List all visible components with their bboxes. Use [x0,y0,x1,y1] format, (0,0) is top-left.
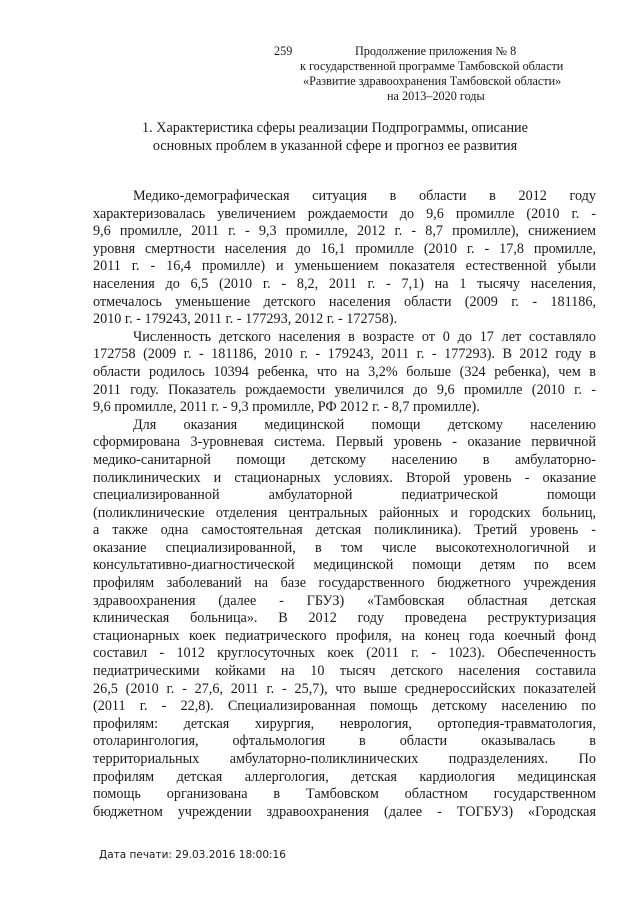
paragraph-line: стационарных коек педиатрического профиля, на конец года коечный фонд [93,627,596,644]
paragraph-line: отмечалось уменьшение детского населения области (2009 г. - 181186, [93,293,596,310]
section-title-line: 1. Характеристика сферы реализации Подпрограммы, описание [142,120,528,136]
body-paragraph [93,188,596,329]
paragraph-line: здравоохранения (далее - ГБУЗ) «Тамбовская областная детская [93,592,596,609]
paragraph-line: клиническая больница». В 2012 году проведена реструктуризация [93,610,596,627]
paragraph-line: а также одна самостоятельная детская поликлиника). Третий уровень - [93,522,596,539]
paragraph-line: Численность детского населения в возрасте от 0 до 17 лет составляло [133,328,596,345]
paragraph-line: сформирована 3-уровневая система. Первый уровень - оказание первичной [93,434,596,451]
header-line-program-name: «Развитие здравоохранения Тамбовской области» [303,74,562,88]
paragraph-line: профилям детская аллергология, детская кардиология медицинская [93,768,596,785]
paragraph-line: 9,6 промилле, 2011 г. - 9,3 промилле, РФ 2012 г. - 8,7 промилле). [93,399,480,416]
paragraph-line: Для оказания медицинской помощи детскому населению [133,416,596,433]
paragraph-line: характеризовалась увеличением рождаемости до 9,6 промилле (2010 г. - [93,205,596,222]
paragraph-line: помощь организована в Тамбовском областном государственном [93,786,596,803]
paragraph-line: области родилось 10394 ребенка, что на 3,2% больше (324 ребенка), чем в [93,363,596,380]
page-number: 259 [274,44,293,58]
print-date: Дата печати: 29.03.2016 18:00:16 [99,849,286,861]
paragraph-line: медико-санитарной помощи детскому населению в амбулаторно- [93,451,596,468]
document-body [93,188,596,821]
paragraph-line: специализированной амбулаторной педиатрической помощи [93,487,596,504]
paragraph-line: оказание специализированной, в том числе высокотехнологичной и [93,539,596,556]
paragraph-line: педиатрическими койками на 10 тысяч детского населения составила [93,663,596,680]
paragraph-line: 2011 г. - 16,4 промилле) и уменьшением показателя естественной убыли [93,258,596,275]
paragraph-line: поликлинических и стационарных условиях. Второй уровень - оказание [93,469,596,486]
paragraph-line: профилям заболеваний на базе государственного бюджетного учреждения [93,575,596,592]
paragraph-line: Медико-демографическая ситуация в области в 2012 году [133,188,596,204]
header-line-program: к государственной программе Тамбовской области [300,59,564,73]
paragraph-line: (2011 г. - 22,8). Специализированная помощь детскому населению по [93,698,596,715]
section-title [100,119,570,155]
section-title-line: основных проблем в указанной сфере и прогноз ее развития [152,138,518,154]
header-line-years: на 2013–2020 годы [387,89,485,103]
paragraph-line: 9,6 промилле, 2011 г. - 9,3 промилле, 2012 г. - 8,7 промилле), снижением [93,223,596,240]
paragraph-line: 2010 г. - 179243, 2011 г. - 177293, 2012 г. - 172758). [93,311,398,328]
paragraph-line: 26,5 (2010 г. - 27,6, 2011 г. - 25,7), что выше среднероссийских показателей [93,680,596,697]
paragraph-line: консультативно-диагностической медицинской помощи детям по всем [93,557,596,574]
paragraph-line: населения до 6,5 (2010 г. - 8,2, 2011 г. - 7,1) на 1 тысячу населения, [93,275,596,292]
body-paragraph [93,417,596,822]
paragraph-line: составил - 1012 круглосуточных коек (2011 г. - 1023). Обеспеченность [93,645,596,662]
paragraph-line: уровня смертности населения до 16,1 промилле (2010 г. - 17,8 промилле, [93,240,596,257]
header-line-appendix: Продолжение приложения № 8 [355,44,517,58]
paragraph-line: бюджетном учреждении здравоохранения (далее - ТОГБУЗ) «Городская [93,803,596,820]
paragraph-line: отоларингология, офтальмология в области оказывалась в [93,733,596,750]
body-paragraph [93,329,596,417]
paragraph-line: (поликлинические отделения центральных районных и городских больниц, [93,504,596,521]
paragraph-line: 2011 году. Показатель рождаемости увеличился до 9,6 промилле (2010 г. - [93,381,596,398]
paragraph-line: 172758 (2009 г. - 181186, 2010 г. - 179243, 2011 г. - 177293). В 2012 году в [93,346,596,363]
paragraph-line: профилям: детская хирургия, неврология, ортопедия-травматология, [93,715,596,732]
paragraph-line: территориальных амбулаторно-поликлинических подразделениях. По [93,751,596,767]
